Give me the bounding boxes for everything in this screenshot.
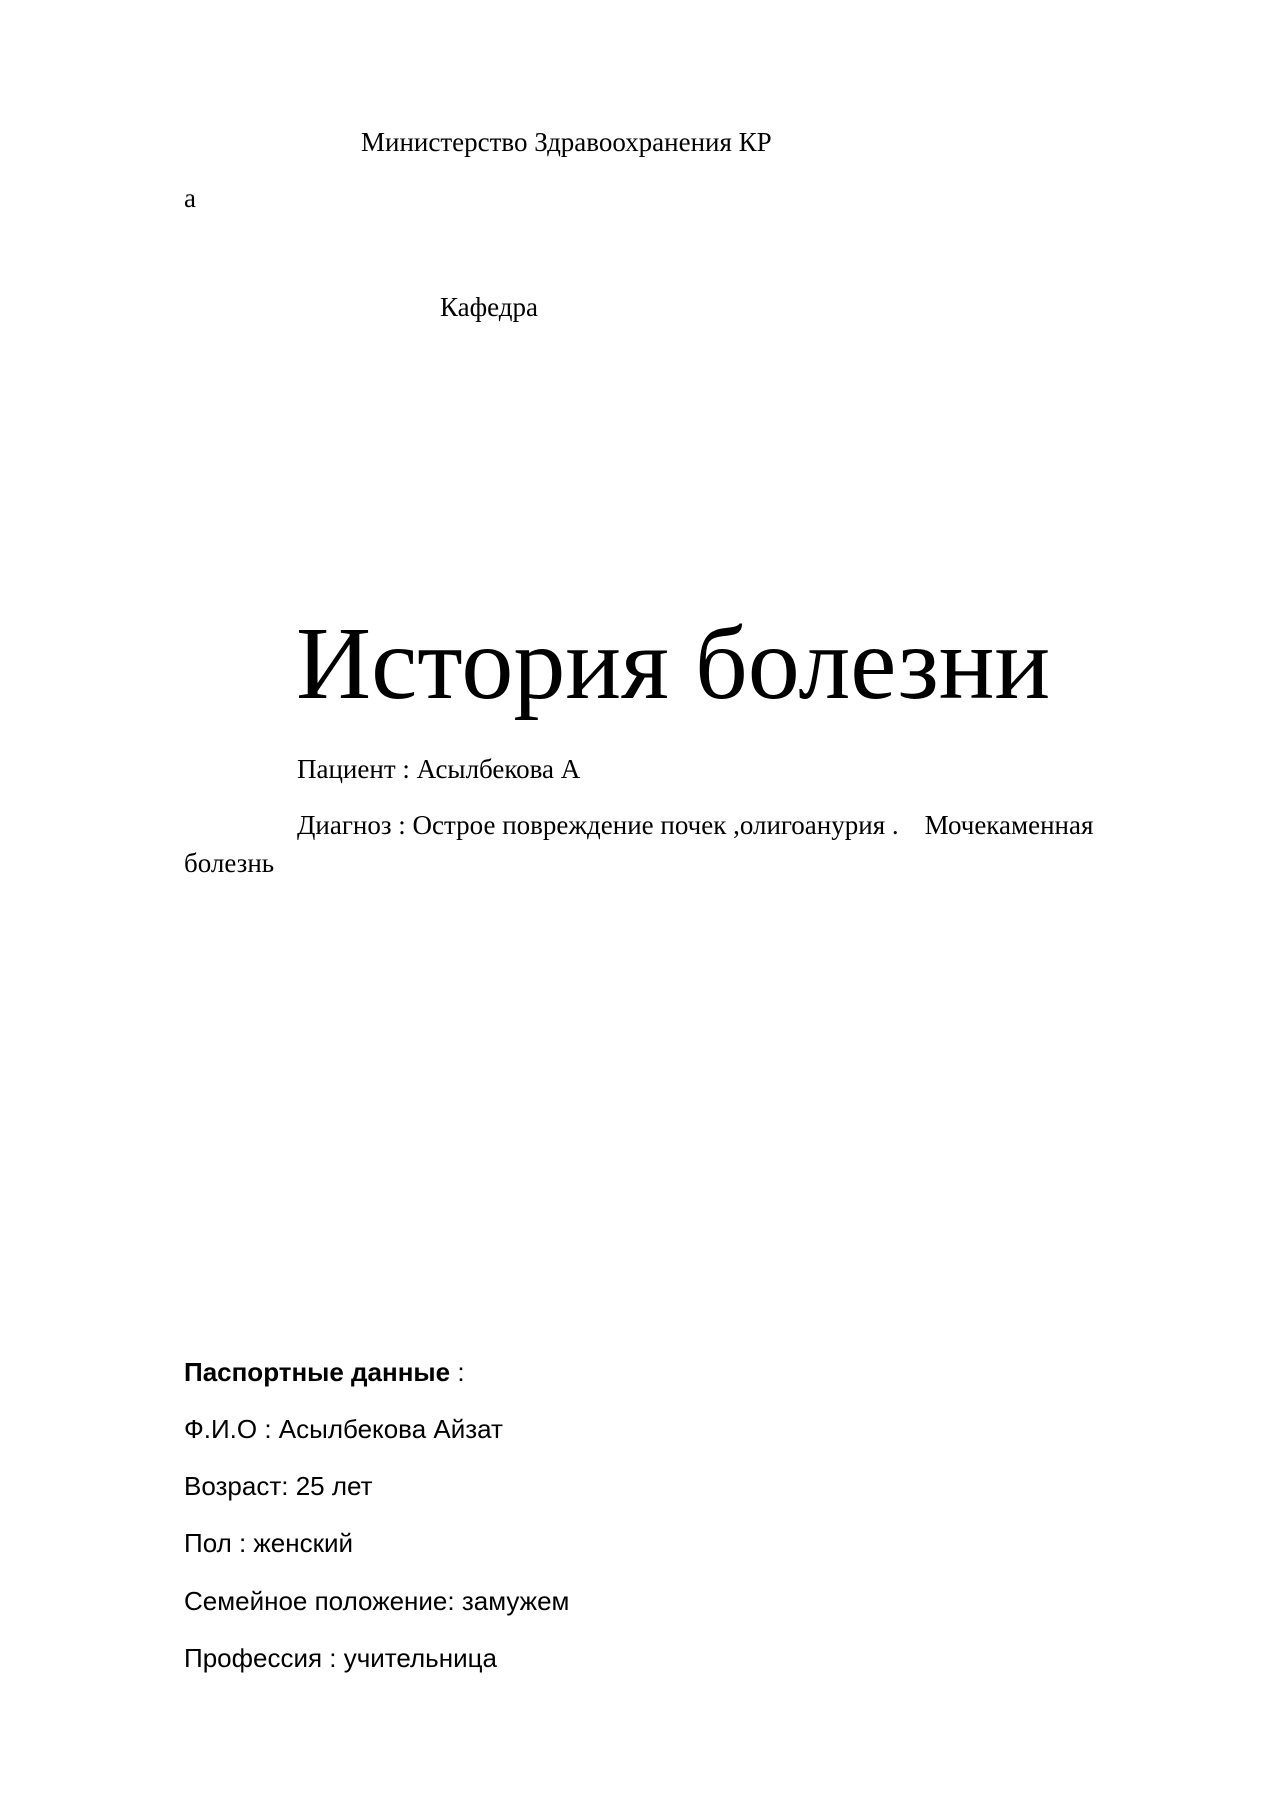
passport-row-profession: Профессия : учительница [184,1643,497,1673]
patient-line: Пациент : Асылбекова А [297,754,581,784]
passport-row-sex: Пол : женский [184,1528,354,1558]
diagnosis-line-2: болезнь [184,848,275,878]
diagnosis-text-continued: Мочекаменная [924,810,1094,840]
diagnosis-text: Диагноз : Острое повреждение почек ,олигоанурия . [297,810,899,840]
diagnosis-line-1 [297,809,1093,841]
document-title: История болезни [296,606,1051,721]
ministry-header: Министерство Здравоохранения КР [361,127,772,157]
stray-letter: а [184,183,196,213]
department-label: Кафедра [440,292,538,322]
passport-heading [184,1357,465,1388]
passport-heading-label: Паспортные данные [184,1357,451,1387]
passport-row-age: Возраст: 25 лет [184,1471,373,1501]
passport-heading-colon: : [450,1357,465,1387]
passport-row-fio: Ф.И.О : Асылбекова Айзат [184,1414,503,1444]
passport-row-marital-status: Семейное положение: замужем [184,1586,570,1616]
